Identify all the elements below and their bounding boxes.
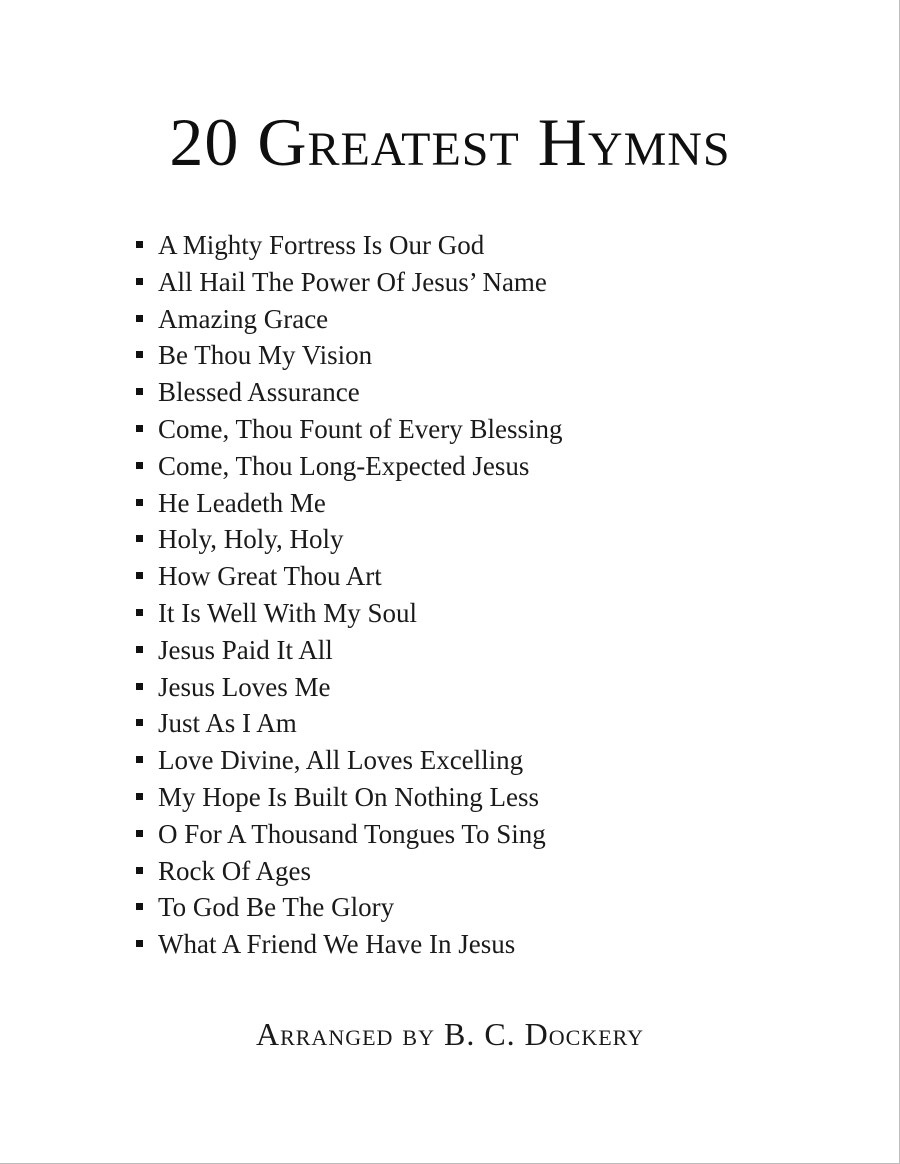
hymn-title: Come, Thou Long-Expected Jesus bbox=[158, 450, 530, 481]
square-bullet-icon bbox=[136, 903, 143, 910]
square-bullet-icon bbox=[136, 315, 143, 322]
hymn-title: O For A Thousand Tongues To Sing bbox=[158, 818, 546, 849]
square-bullet-icon bbox=[136, 278, 143, 285]
square-bullet-icon bbox=[136, 609, 143, 616]
square-bullet-icon bbox=[136, 351, 143, 358]
hymn-title: Blessed Assurance bbox=[158, 377, 360, 408]
square-bullet-icon bbox=[136, 388, 143, 395]
hymn-title: A Mighty Fortress Is Our God bbox=[158, 230, 485, 260]
hymn-title: It Is Well With My Soul bbox=[158, 597, 418, 628]
hymn-title: How Great Thou Art bbox=[158, 561, 382, 592]
square-bullet-icon bbox=[136, 425, 143, 432]
arranger-credit: Arranged by B. C. Dockery bbox=[255, 1016, 645, 1052]
hymn-title: Come, Thou Fount of Every Blessing bbox=[158, 413, 563, 444]
page-title: 20 Greatest Hymns bbox=[169, 104, 731, 180]
square-bullet-icon bbox=[136, 241, 143, 248]
hymn-title: Be Thou My Vision bbox=[158, 340, 373, 371]
square-bullet-icon bbox=[136, 719, 143, 726]
square-bullet-icon bbox=[136, 867, 143, 874]
square-bullet-icon bbox=[136, 462, 143, 469]
square-bullet-icon bbox=[136, 830, 143, 837]
hymn-title: Rock Of Ages bbox=[158, 855, 311, 886]
hymn-title: Love Divine, All Loves Excelling bbox=[158, 745, 524, 776]
hymn-title: Amazing Grace bbox=[158, 303, 329, 334]
hymn-title: Jesus Loves Me bbox=[158, 671, 331, 702]
hymn-title: My Hope Is Built On Nothing Less bbox=[158, 781, 539, 812]
hymn-title: To God Be The Glory bbox=[158, 892, 395, 923]
hymn-title: All Hail The Power Of Jesus’ Name bbox=[158, 266, 547, 297]
square-bullet-icon bbox=[136, 535, 143, 542]
hymn-title: He Leadeth Me bbox=[158, 487, 326, 518]
square-bullet-icon bbox=[136, 793, 143, 800]
square-bullet-icon bbox=[136, 572, 143, 579]
square-bullet-icon bbox=[136, 683, 143, 690]
hymn-title: What A Friend We Have In Jesus bbox=[158, 929, 516, 960]
hymn-title: Holy, Holy, Holy bbox=[158, 524, 344, 555]
square-bullet-icon bbox=[136, 756, 143, 763]
square-bullet-icon bbox=[136, 940, 143, 947]
square-bullet-icon bbox=[136, 499, 143, 506]
hymn-title: Jesus Paid It All bbox=[158, 634, 333, 665]
hymn-title: Just As I Am bbox=[158, 708, 297, 739]
square-bullet-icon bbox=[136, 646, 143, 653]
